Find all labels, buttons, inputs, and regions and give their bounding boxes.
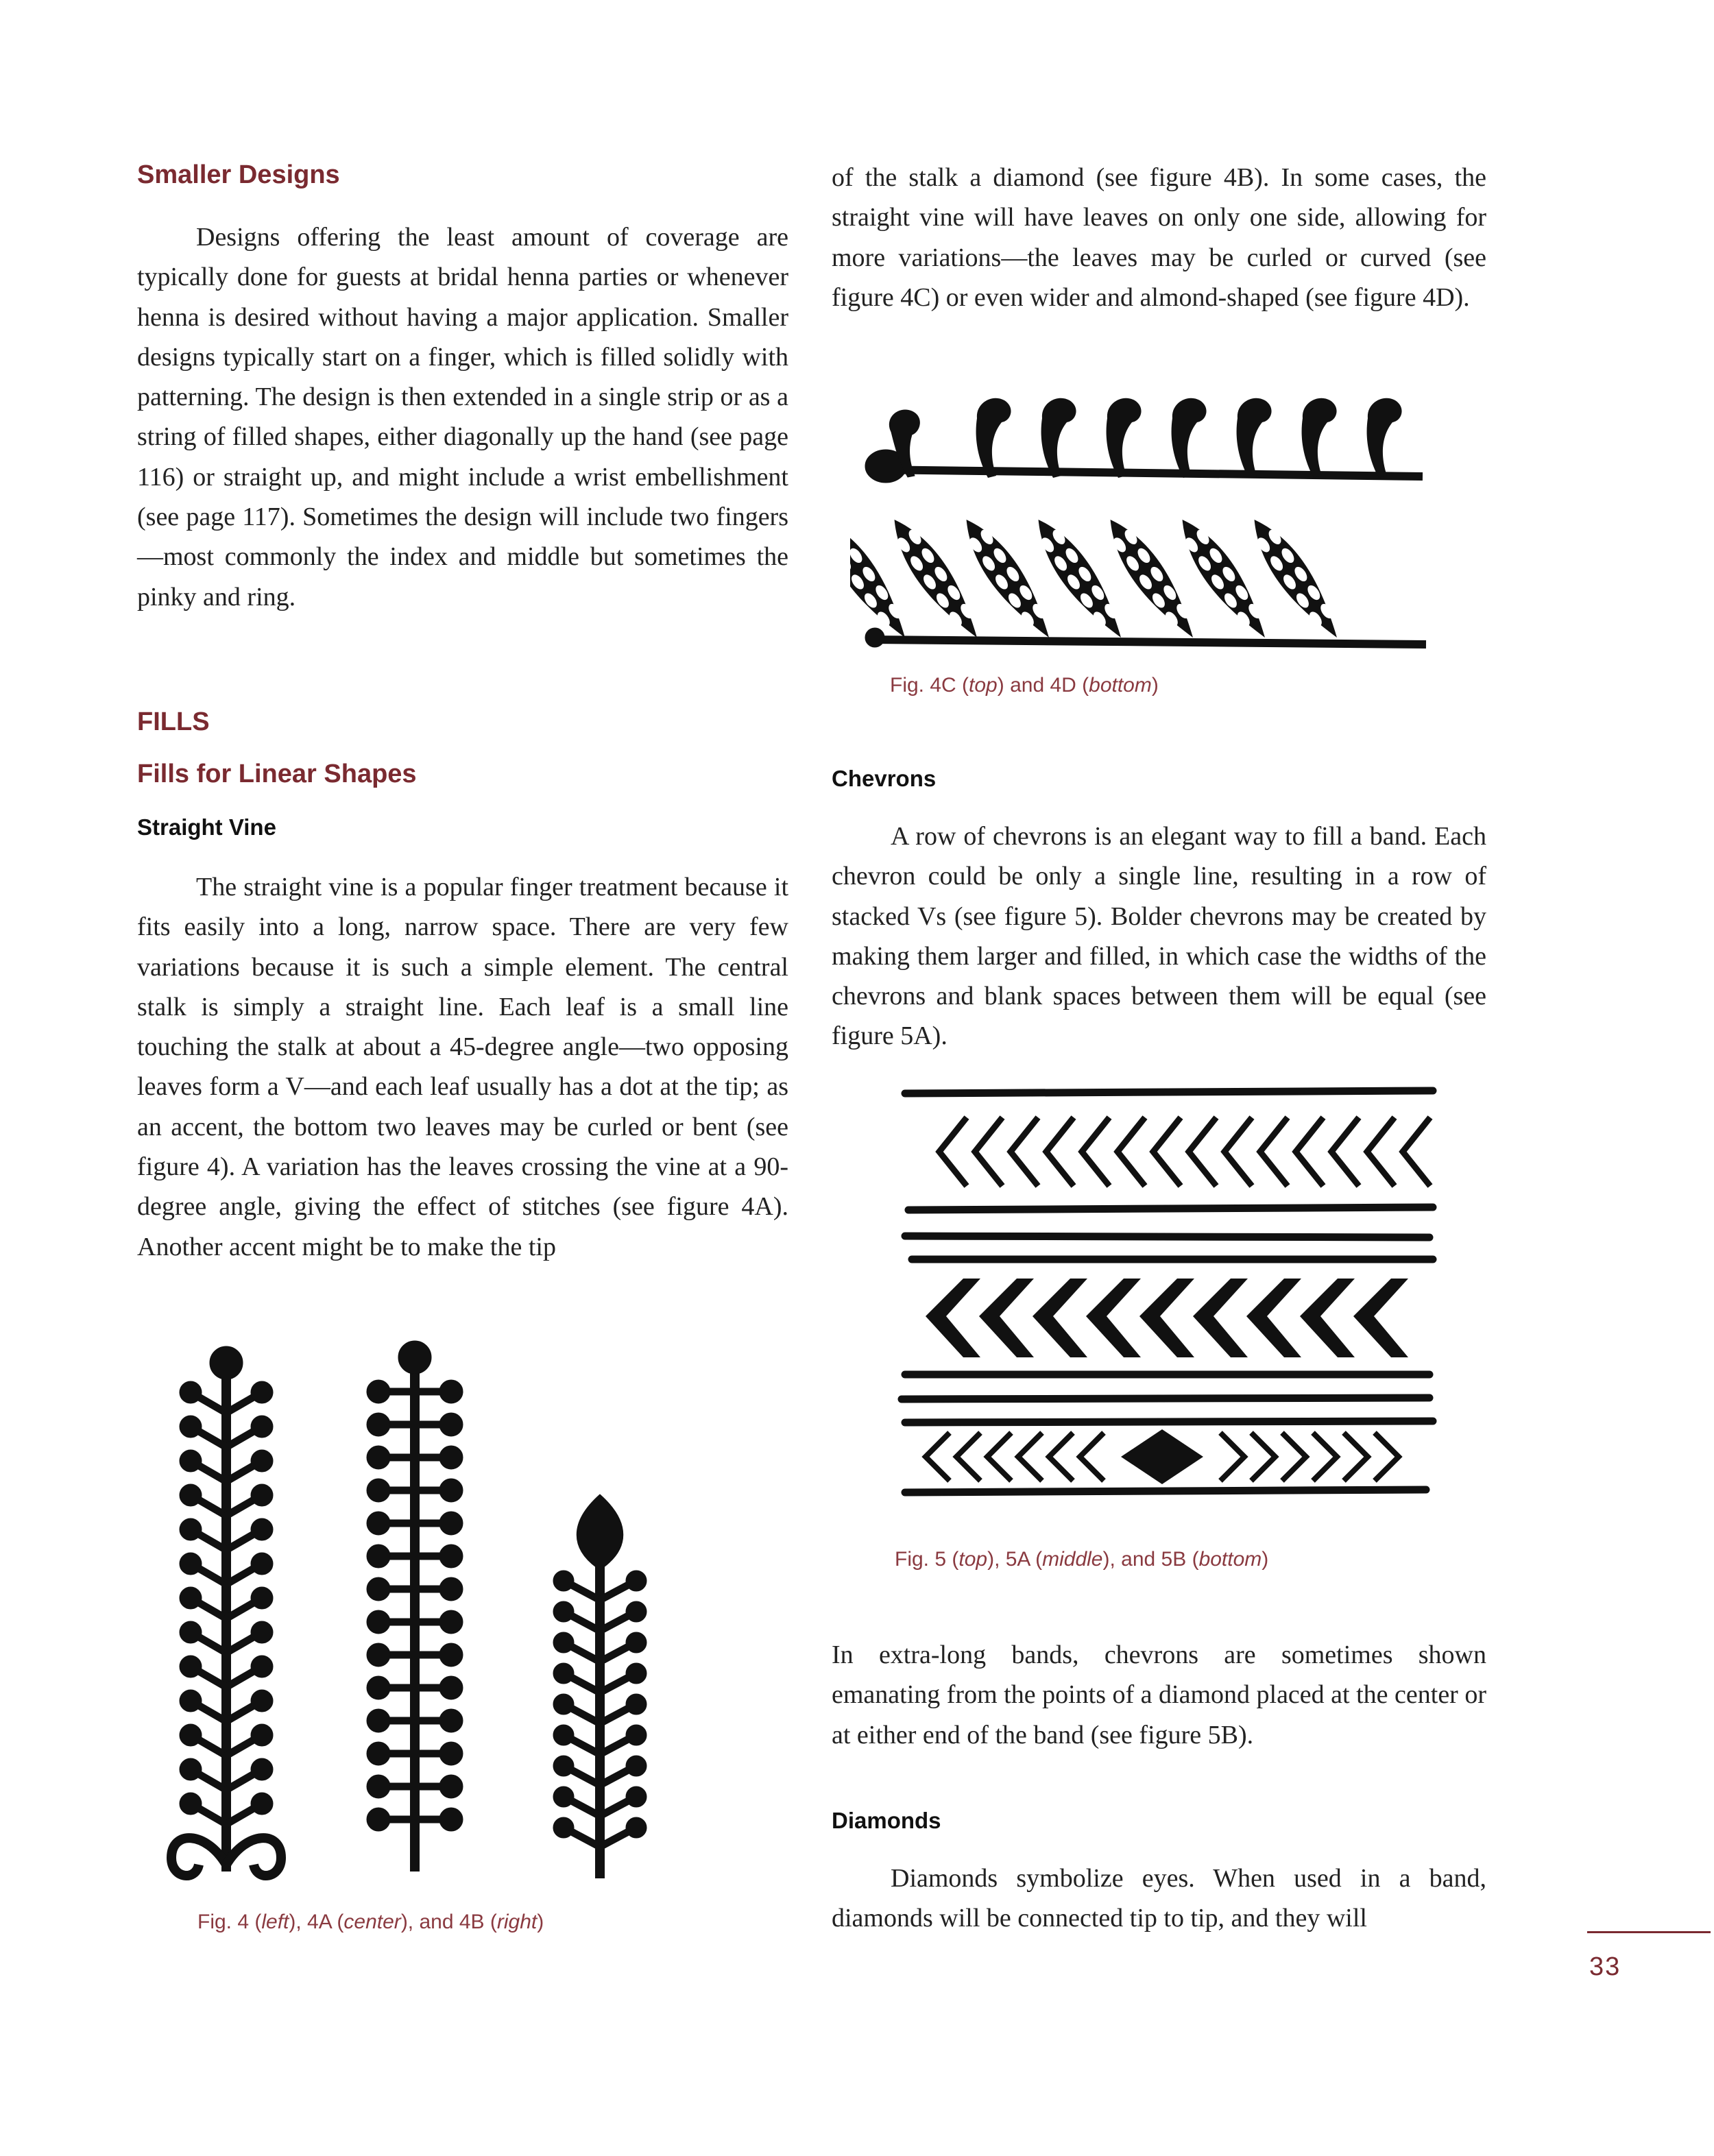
chevrons-fig5-single-line xyxy=(939,1117,1430,1186)
vine-leaf-dot xyxy=(367,1545,390,1568)
fig4-caption: Fig. 4 (left), 4A (center), and 4B (right) xyxy=(197,1911,544,1933)
chevron-right-of-diamond xyxy=(1313,1433,1337,1481)
vine-leaf-dot xyxy=(553,1571,574,1591)
chevron-right-of-diamond xyxy=(1375,1433,1399,1481)
linear-shapes-heading: Fills for Linear Shapes xyxy=(137,760,417,788)
extra-long-body xyxy=(832,1635,1486,1755)
straight-vine-paragraph: The straight vine is a popular finger treatment because it fits easily into a long, narrow space. There are very few variations because it is such a simple element. The central stalk is simply a straight line. Each leaf is a small line touching the stalk at about a 45-degree angle—two opposing leaves form a V—and each leaf usually has a dot at the tip; as an accent, the bottom two leaves may be curled or bent (see figure 4). A variation has the leaves crossing the vine at a 90-degree angle, giving the effect of stitches (see figure 4A). Another accent might be to make the tip xyxy=(137,873,788,1261)
filled-chevron xyxy=(1300,1279,1355,1357)
chevron-right-of-diamond xyxy=(1344,1433,1368,1481)
vine-leaf-dot xyxy=(439,1545,463,1568)
vine-leaf-dot xyxy=(553,1632,574,1653)
vine-curl xyxy=(171,1838,226,1876)
vine-leaf-dot xyxy=(251,1381,273,1403)
vine-leaf-dot xyxy=(251,1758,273,1780)
vine-leaf-dot xyxy=(367,1709,390,1732)
smaller-designs-body xyxy=(137,217,788,617)
single-line-chevron xyxy=(1118,1117,1145,1186)
filled-chevron xyxy=(926,1279,980,1357)
vine-leaf-dot xyxy=(251,1416,273,1438)
single-line-chevron xyxy=(1224,1117,1252,1186)
vine-leaf-dot xyxy=(553,1601,574,1622)
curled-leaf xyxy=(1302,398,1337,478)
vine-leaf-dot xyxy=(439,1512,463,1535)
vine-leaf-dot xyxy=(251,1690,273,1712)
vine-leaf-dot xyxy=(180,1724,202,1746)
curled-leaf xyxy=(1367,398,1402,478)
vine-leaf-dot xyxy=(626,1601,647,1622)
vine-leaf-dot xyxy=(367,1808,390,1831)
vine-leaf-dot xyxy=(251,1793,273,1815)
chevron-right-of-diamond xyxy=(1220,1433,1244,1481)
chevron-left-of-diamond xyxy=(926,1433,950,1481)
vine-leaf-dot xyxy=(367,1413,390,1436)
vine-leaf-dot xyxy=(367,1775,390,1798)
fig5-caption: Fig. 5 (top), 5A (middle), and 5B (bottom) xyxy=(895,1548,1269,1571)
vine-leaf-dot xyxy=(626,1756,647,1776)
vine-leaf-dot xyxy=(180,1793,202,1815)
vine-continued-paragraph: of the stalk a diamond (see figure 4B). In some cases, the straight vine will have leaves on only one side, allowing for more variations—the leaves may be curled or curved (see figure 4C) or even wider and almond-shaped (see figure 4D). xyxy=(832,163,1486,312)
vine-leaf-dot xyxy=(367,1742,390,1765)
vine-diamond-tip xyxy=(577,1494,623,1570)
vine-fig4b-right xyxy=(553,1494,647,1878)
almond-leaf-vine-4d xyxy=(865,628,1426,647)
vine-leaf-dot xyxy=(553,1725,574,1745)
vine-leaf-dot xyxy=(180,1484,202,1506)
vine-curl xyxy=(226,1838,281,1876)
curled-leaf xyxy=(1237,398,1272,478)
vine-leaf-dot xyxy=(439,1446,463,1469)
filled-chevron xyxy=(1139,1279,1194,1357)
vine-leaf-dot xyxy=(367,1512,390,1535)
vine-tip-dot xyxy=(398,1341,431,1374)
page-number-rule xyxy=(1587,1931,1711,1933)
vine-leaf-dot xyxy=(251,1518,273,1540)
vine-leaf-dot xyxy=(439,1643,463,1667)
vine-leaf-dot xyxy=(367,1676,390,1699)
fills-heading: FILLS xyxy=(137,707,210,736)
curled-leaf-vine-4c xyxy=(865,410,1423,483)
vine-leaf-dot xyxy=(251,1587,273,1609)
vine-leaf-dot xyxy=(626,1786,647,1807)
diamonds-heading: Diamonds xyxy=(832,1808,941,1833)
vine-leaf-dot xyxy=(626,1663,647,1684)
single-line-chevron xyxy=(1331,1117,1359,1186)
diamonds-paragraph: Diamonds symbolize eyes. When used in a band, diamonds will be connected tip to tip, and they will xyxy=(832,1864,1486,1933)
curled-leaf xyxy=(1172,398,1207,478)
straight-vine-heading: Straight Vine xyxy=(137,814,276,840)
vine-leaf-dot xyxy=(180,1381,202,1403)
figure-5-chevrons xyxy=(878,1080,1447,1518)
curled-leaf xyxy=(976,398,1011,478)
vine-leaf-dot xyxy=(251,1553,273,1575)
vine-leaf-dot xyxy=(251,1621,273,1643)
vine-leaf-dot xyxy=(180,1690,202,1712)
vine-leaf-dot xyxy=(367,1610,390,1634)
vine-leaf-dot xyxy=(439,1742,463,1765)
vine-fig4a-center xyxy=(367,1341,463,1872)
filled-chevron xyxy=(1246,1279,1301,1357)
smaller-designs-heading: Smaller Designs xyxy=(137,160,340,189)
vine-leaf-dot xyxy=(180,1758,202,1780)
single-line-chevron xyxy=(1082,1117,1109,1186)
diamonds-body xyxy=(832,1858,1486,1939)
curled-leaf xyxy=(1041,398,1076,478)
vine-leaf-dot xyxy=(553,1786,574,1807)
vine-leaf-dot xyxy=(439,1610,463,1634)
vine-leaf-dot xyxy=(367,1577,390,1601)
fig4cd-caption: Fig. 4C (top) and 4D (bottom) xyxy=(890,674,1159,697)
single-line-chevron xyxy=(939,1117,967,1186)
vine-leaf-dot xyxy=(251,1484,273,1506)
chevron-left-of-diamond xyxy=(987,1433,1011,1481)
vine-leaf-dot xyxy=(439,1577,463,1601)
vine-leaf-dot xyxy=(439,1380,463,1403)
vine-leaf-dot xyxy=(180,1416,202,1438)
vine-leaf-dot xyxy=(251,1450,273,1472)
vine-leaf-dot xyxy=(439,1479,463,1502)
chevrons-body xyxy=(832,816,1486,1056)
vine-leaf-dot xyxy=(439,1676,463,1699)
vine-leaf-dot xyxy=(439,1775,463,1798)
chevron-right-of-diamond xyxy=(1251,1433,1275,1481)
vine-fig4-left xyxy=(171,1346,281,1876)
filled-chevron xyxy=(1193,1279,1248,1357)
vine-leaf-dot xyxy=(367,1479,390,1502)
vine-leaf-dot xyxy=(180,1553,202,1575)
vine-leaf-dot xyxy=(367,1380,390,1403)
vine-leaf-dot xyxy=(439,1808,463,1831)
vine-leaf-dot xyxy=(553,1756,574,1776)
filled-chevron xyxy=(1353,1279,1408,1357)
curled-leaf xyxy=(1107,398,1142,478)
figure-4-vines xyxy=(158,1337,706,1899)
figure-4c-4d-vines xyxy=(850,377,1440,665)
chevron-left-of-diamond xyxy=(956,1433,980,1481)
vine-leaf-dot xyxy=(367,1643,390,1667)
single-line-chevron xyxy=(1367,1117,1395,1186)
chevrons-fig5a-filled xyxy=(926,1279,1408,1357)
chevrons-heading: Chevrons xyxy=(832,766,937,791)
vine-leaf-dot xyxy=(626,1694,647,1715)
chevron-left-of-diamond xyxy=(1049,1433,1073,1481)
single-line-chevron xyxy=(1403,1117,1430,1186)
chevron-left-of-diamond xyxy=(1018,1433,1042,1481)
vine-leaf-dot xyxy=(553,1694,574,1715)
vine-leaf-dot xyxy=(553,1817,574,1838)
chevrons-paragraph: A row of chevrons is an elegant way to fill a band. Each chevron could be only a single line, resulting in a row of stacked Vs (see figure 5). Bolder chevrons may be created by making them larger and filled, in which case the widths of the chevrons and blank spaces between them will be equal (see figure 5A). xyxy=(832,822,1486,1051)
vine-leaf-dot xyxy=(626,1571,647,1591)
vine-leaf-dot xyxy=(251,1656,273,1677)
extra-long-paragraph: In extra-long bands, chevrons are sometimes shown emanating from the points of a diamond placed at the center or at either end of the band (see figure 5B). xyxy=(832,1640,1486,1749)
page-number: 33 xyxy=(1589,1952,1621,1981)
chevron-left-of-diamond xyxy=(1080,1433,1104,1481)
single-line-chevron xyxy=(1296,1117,1323,1186)
vine-leaf-dot xyxy=(626,1632,647,1653)
filled-chevron xyxy=(1086,1279,1141,1357)
vine-leaf-dot xyxy=(439,1709,463,1732)
vine-leaf-dot xyxy=(180,1518,202,1540)
vine-continued-body xyxy=(832,158,1486,317)
single-line-chevron xyxy=(1011,1117,1038,1186)
vine-leaf-dot xyxy=(180,1621,202,1643)
vine-tip-dot xyxy=(210,1346,243,1379)
vine-leaf-dot xyxy=(180,1587,202,1609)
vine-leaf-dot xyxy=(367,1446,390,1469)
vine-leaf-dot xyxy=(439,1413,463,1436)
vine-leaf-dot xyxy=(180,1450,202,1472)
single-line-chevron xyxy=(1153,1117,1181,1186)
vine-leaf-dot xyxy=(626,1817,647,1838)
vine-leaf-dot xyxy=(251,1724,273,1746)
straight-vine-body xyxy=(137,867,788,1267)
single-line-chevron xyxy=(1189,1117,1216,1186)
single-line-chevron xyxy=(1046,1117,1074,1186)
vine-leaf-dot xyxy=(626,1725,647,1745)
single-line-chevron xyxy=(1260,1117,1288,1186)
vine-leaf-dot xyxy=(553,1663,574,1684)
center-diamond xyxy=(1121,1429,1203,1484)
single-line-chevron xyxy=(975,1117,1002,1186)
filled-chevron xyxy=(1033,1279,1087,1357)
filled-chevron xyxy=(979,1279,1034,1357)
vine-leaf-dot xyxy=(180,1656,202,1677)
chevron-right-of-diamond xyxy=(1282,1433,1306,1481)
smaller-designs-paragraph: Designs offering the least amount of coverage are typically done for guests at bridal henna parties or whenever henna is desired without having a major application. Smaller designs typically start on a finger, which is filled solidly with patterning. The design is then extended in a single strip or as a string of filled shapes, either diagonally up the hand (see page 116) or straight up, and might include a wrist embellishment (see page 117). Sometimes the design will include two fingers—most commonly the index and middle but sometimes the pinky and ring. xyxy=(137,223,788,611)
